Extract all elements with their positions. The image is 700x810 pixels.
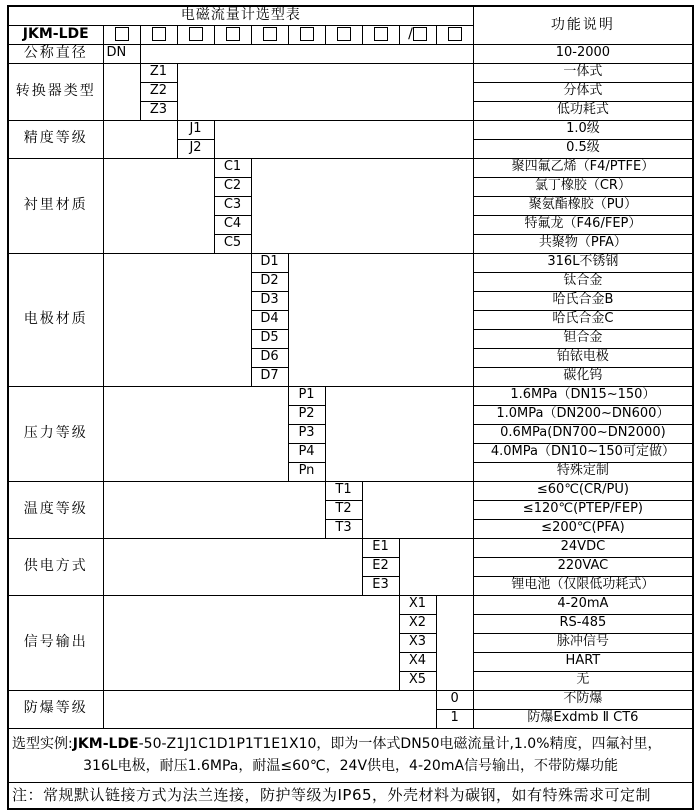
spacer-cell	[140, 44, 473, 63]
model-digit-cell-4	[214, 25, 251, 44]
code-cell: C2	[214, 177, 251, 196]
spacer-cell	[251, 158, 473, 253]
spacer-cell	[436, 595, 473, 690]
code-cell: T2	[325, 500, 362, 519]
category-nominal-diameter: 公称直径	[8, 44, 103, 63]
code-cell: J1	[177, 120, 214, 139]
category-converter-type: 转换器类型	[8, 63, 103, 120]
model-digit-cell-10	[436, 25, 473, 44]
checkbox-icon	[115, 27, 129, 41]
desc-cell: 特氟龙（F46/FEP）	[473, 215, 693, 234]
spacer-cell	[103, 538, 362, 595]
desc-cell: ≤200℃(PFA)	[473, 519, 693, 538]
model-prefix: JKM-LDE	[8, 25, 103, 44]
checkbox-icon	[337, 27, 351, 41]
code-cell: T1	[325, 481, 362, 500]
category-explosion-proof: 防爆等级	[8, 690, 103, 728]
code-cell: 1	[436, 709, 473, 728]
desc-cell: 脉冲信号	[473, 633, 693, 652]
desc-cell: 0.5级	[473, 139, 693, 158]
desc-cell: 哈氏合金C	[473, 310, 693, 329]
desc-cell: 特殊定制	[473, 462, 693, 481]
code-cell: J2	[177, 139, 214, 158]
code-cell: Z3	[140, 101, 177, 120]
desc-cell: 铂铱电极	[473, 348, 693, 367]
selection-example	[8, 728, 693, 782]
desc-cell: 钽合金	[473, 329, 693, 348]
code-cell: P1	[288, 386, 325, 405]
model-digit-cell-6	[288, 25, 325, 44]
code-cell: T3	[325, 519, 362, 538]
desc-cell: 10-2000	[473, 44, 693, 63]
checkbox-icon	[448, 27, 462, 41]
desc-cell: 防爆Exdmb Ⅱ CT6	[473, 709, 693, 728]
code-cell: 0	[436, 690, 473, 709]
selection-example-line1	[12, 733, 689, 755]
example-description: -50-Z1J1C1D1P1T1E1X10，即为一体式DN50电磁流量计,1.0%精度，四氟衬里，	[138, 736, 662, 752]
code-cell: DN	[103, 44, 140, 63]
code-cell: E1	[362, 538, 399, 557]
checkbox-icon	[152, 27, 166, 41]
checkbox-icon	[413, 27, 427, 41]
checkbox-icon	[263, 27, 277, 41]
model-digit-cell-8	[362, 25, 399, 44]
category-signal-output: 信号输出	[8, 595, 103, 690]
desc-cell: HART	[473, 652, 693, 671]
desc-cell: 分体式	[473, 82, 693, 101]
code-cell: Z1	[140, 63, 177, 82]
desc-cell: 哈氏合金B	[473, 291, 693, 310]
code-cell: P4	[288, 443, 325, 462]
code-cell: Pn	[288, 462, 325, 481]
desc-cell: 无	[473, 671, 693, 690]
desc-cell: 共聚物（PFA）	[473, 234, 693, 253]
category-lining-material: 衬里材质	[8, 158, 103, 253]
desc-cell: 不防爆	[473, 690, 693, 709]
desc-cell: ≤120℃(PTEP/FEP)	[473, 500, 693, 519]
code-cell: C5	[214, 234, 251, 253]
code-cell: D5	[251, 329, 288, 348]
code-cell: D1	[251, 253, 288, 272]
spacer-cell	[103, 690, 436, 728]
desc-cell: 聚四氟乙烯（F4/PTFE）	[473, 158, 693, 177]
desc-cell: 220VAC	[473, 557, 693, 576]
selection-table	[7, 5, 694, 810]
code-cell: P3	[288, 424, 325, 443]
desc-cell: ≤60℃(CR/PU)	[473, 481, 693, 500]
function-column-header: 功能说明	[473, 6, 693, 44]
code-cell: X2	[399, 614, 436, 633]
example-model-code: JKM-LDE	[72, 736, 139, 752]
model-digit-cell-2	[140, 25, 177, 44]
desc-cell: 316L不锈钢	[473, 253, 693, 272]
desc-cell: 钛合金	[473, 272, 693, 291]
spacer-cell	[103, 120, 177, 158]
code-cell: C4	[214, 215, 251, 234]
checkbox-icon	[374, 27, 388, 41]
example-prefix: 选型实例:	[12, 736, 73, 752]
digit-separator: /	[408, 25, 413, 42]
desc-cell: 低功耗式	[473, 101, 693, 120]
checkbox-icon	[189, 27, 203, 41]
code-cell: C1	[214, 158, 251, 177]
spacer-cell	[103, 481, 325, 538]
model-digit-cell-1	[103, 25, 140, 44]
desc-cell: 碳化钨	[473, 367, 693, 386]
code-cell: D6	[251, 348, 288, 367]
code-cell: Z2	[140, 82, 177, 101]
selection-example-line2: 316L电极，耐压1.6MPa，耐温≤60℃，24V供电，4-20mA信号输出，不带防爆功能	[83, 758, 619, 774]
desc-cell: 聚氨酯橡胶（PU）	[473, 196, 693, 215]
spacer-cell	[362, 481, 473, 538]
code-cell: D4	[251, 310, 288, 329]
table-title: 电磁流量计选型表	[8, 6, 473, 25]
spacer-cell	[103, 595, 399, 690]
model-digit-cell-3	[177, 25, 214, 44]
spacer-cell	[103, 253, 251, 386]
spacer-cell	[325, 386, 473, 481]
code-cell: C3	[214, 196, 251, 215]
desc-cell: 24VDC	[473, 538, 693, 557]
category-pressure-rating: 压力等级	[8, 386, 103, 481]
code-cell: X1	[399, 595, 436, 614]
category-electrode-material: 电极材质	[8, 253, 103, 386]
spacer-cell	[103, 63, 140, 120]
code-cell: E3	[362, 576, 399, 595]
footnote: 注：常规默认链接方式为法兰连接，防护等级为IP65，外壳材料为碳钢，如有特殊需求可定制	[8, 782, 693, 809]
desc-cell: 一体式	[473, 63, 693, 82]
code-cell: P2	[288, 405, 325, 424]
code-cell: D3	[251, 291, 288, 310]
spacer-cell	[288, 253, 473, 386]
desc-cell: 氯丁橡胶（CR）	[473, 177, 693, 196]
model-digit-cell-7	[325, 25, 362, 44]
desc-cell: 1.6MPa（DN15~150）	[473, 386, 693, 405]
desc-cell: 4-20mA	[473, 595, 693, 614]
code-cell: X4	[399, 652, 436, 671]
model-digit-cell-9	[399, 25, 436, 44]
code-cell: X3	[399, 633, 436, 652]
spacer-cell	[399, 538, 473, 595]
checkbox-icon	[300, 27, 314, 41]
desc-cell: 1.0MPa（DN200~DN600）	[473, 405, 693, 424]
desc-cell: 锂电池（仅限低功耗式）	[473, 576, 693, 595]
desc-cell: 0.6MPa(DN700~DN2000)	[473, 424, 693, 443]
checkbox-icon	[226, 27, 240, 41]
spacer-cell	[214, 120, 473, 158]
desc-cell: 1.0级	[473, 120, 693, 139]
spacer-cell	[103, 386, 288, 481]
desc-cell: RS-485	[473, 614, 693, 633]
category-power-supply: 供电方式	[8, 538, 103, 595]
code-cell: X5	[399, 671, 436, 690]
code-cell: E2	[362, 557, 399, 576]
category-accuracy-class: 精度等级	[8, 120, 103, 158]
code-cell: D2	[251, 272, 288, 291]
model-digit-cell-5	[251, 25, 288, 44]
spacer-cell	[103, 158, 214, 253]
category-temperature-rating: 温度等级	[8, 481, 103, 538]
code-cell: D7	[251, 367, 288, 386]
spacer-cell	[177, 63, 473, 120]
desc-cell: 4.0MPa（DN10~150可定做）	[473, 443, 693, 462]
